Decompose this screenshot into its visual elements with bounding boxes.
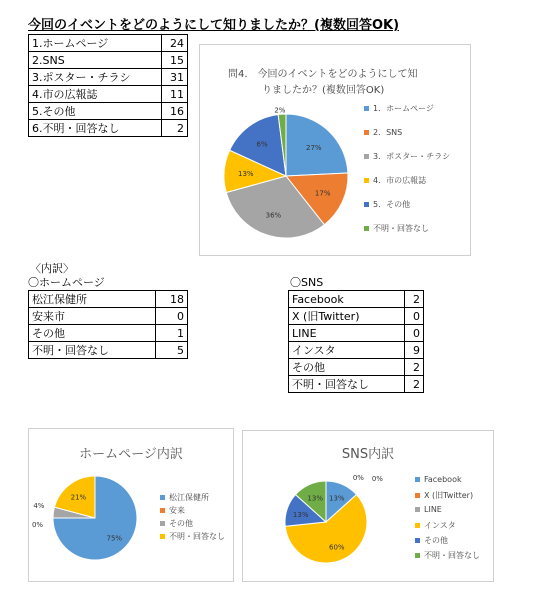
- row-value: 16: [161, 103, 187, 120]
- survey-question-title: 今回のイベントをどのようにして知りましたか？(複数回答OK): [28, 18, 400, 33]
- sns-table-row: [289, 376, 424, 393]
- legend-label: インスタ: [424, 521, 456, 530]
- row-label: 不明・回答なし: [289, 376, 405, 393]
- pie-data-label: 0%: [31, 521, 44, 529]
- sns-table-row: [289, 291, 424, 308]
- row-label: LINE: [289, 325, 405, 342]
- main-table-row: [29, 103, 188, 120]
- legend-swatch: [415, 507, 420, 512]
- pie-data-label: 2%: [274, 106, 286, 115]
- sns-breakdown-table: [288, 290, 424, 393]
- row-value: 2: [404, 359, 423, 376]
- main-pie-chart: [199, 44, 471, 256]
- hp-chart-title: ホームページ内訳: [79, 447, 183, 462]
- legend-label: 4．市の広報誌: [373, 176, 427, 185]
- row-label: X (旧Twitter): [289, 308, 405, 325]
- main-answer-table: [28, 34, 188, 137]
- legend-swatch: [415, 493, 420, 498]
- pie-data-label: 13%: [292, 510, 309, 519]
- legend-label: 1．ホームページ: [373, 104, 434, 113]
- legend-label: 不明・回答なし: [169, 532, 225, 541]
- legend-label: Facebook: [424, 475, 462, 484]
- main-table-row: [29, 120, 188, 137]
- legend-entry: [364, 223, 429, 234]
- main-pie-svg: [200, 45, 470, 255]
- hp-table-row: [29, 308, 188, 325]
- legend-swatch: [160, 495, 165, 500]
- row-value: 31: [161, 69, 187, 86]
- row-label: Facebook: [289, 291, 405, 308]
- legend-label: その他: [424, 536, 448, 545]
- pie-data-label: 21%: [70, 493, 87, 502]
- row-label: 不明・回答なし: [29, 342, 156, 359]
- hp-table-row: [29, 325, 188, 342]
- row-value: 24: [161, 35, 187, 52]
- row-label: インスタ: [289, 342, 405, 359]
- pie-data-label: 17%: [314, 189, 331, 198]
- legend-entry: [415, 505, 442, 514]
- legend-entry: [160, 518, 193, 529]
- legend-label: 2．SNS: [373, 128, 403, 137]
- row-value: 11: [161, 86, 187, 103]
- row-label: その他: [289, 359, 405, 376]
- legend-entry: [364, 127, 402, 138]
- row-label: 6.不明・回答なし: [29, 120, 162, 137]
- legend-entry: [415, 490, 473, 501]
- chart-title-line2: りましたか？(複数回答OK): [262, 85, 385, 96]
- legend-label: 安来: [169, 506, 185, 515]
- pie-data-label: 27%: [306, 143, 322, 152]
- row-value: 9: [404, 342, 423, 359]
- legend-swatch: [364, 106, 369, 111]
- sns-chart-title: SNS内訳: [341, 447, 395, 462]
- pie-data-label: 36%: [265, 211, 282, 220]
- chart-title-line1: 問4. 今回のイベントをどのようにして知: [228, 69, 418, 80]
- pie-data-label: 0%: [371, 475, 383, 484]
- legend-swatch: [364, 154, 369, 159]
- sns-section-label: 〇SNS: [290, 276, 324, 289]
- legend-swatch: [415, 477, 420, 482]
- main-table-row: [29, 52, 188, 69]
- row-value: 2: [404, 291, 423, 308]
- legend-swatch: [364, 178, 369, 183]
- row-value: 18: [156, 291, 188, 308]
- hp-table-row: [29, 291, 188, 308]
- row-label: 1.ホームページ: [29, 35, 162, 52]
- legend-swatch: [160, 508, 165, 513]
- legend-entry: [364, 151, 450, 162]
- legend-label: 5．その他: [373, 200, 411, 209]
- legend-label: 不明・回答なし: [424, 551, 480, 560]
- row-label: 5.その他: [29, 103, 162, 120]
- legend-swatch: [364, 202, 369, 207]
- sns-pie-chart: [242, 430, 494, 582]
- legend-swatch: [160, 521, 165, 526]
- pie-data-label: 0%: [352, 474, 364, 483]
- pie-data-label: 60%: [329, 543, 345, 552]
- pie-data-label: 6%: [256, 140, 268, 149]
- homepage-pie-chart: [28, 428, 234, 582]
- legend-swatch: [415, 523, 420, 528]
- legend-label: 3．ポスター・チラシ: [373, 152, 451, 161]
- hp-pie-svg: [29, 429, 233, 581]
- row-value: 0: [404, 325, 423, 342]
- row-label: 安来市: [29, 308, 156, 325]
- legend-swatch: [415, 553, 420, 558]
- legend-swatch: [364, 226, 369, 231]
- sns-table-row: [289, 342, 424, 359]
- breakdown-label: 〈内訳〉: [30, 262, 74, 275]
- row-label: 2.SNS: [29, 52, 162, 69]
- main-table-row: [29, 86, 188, 103]
- legend-label: その他: [169, 519, 193, 528]
- legend-entry: [160, 531, 225, 542]
- legend-entry: [160, 492, 209, 503]
- legend-label: X (旧Twitter): [424, 491, 474, 500]
- legend-entry: [415, 550, 480, 561]
- hp-section-label: 〇ホームページ: [28, 276, 105, 289]
- pie-data-label: 13%: [238, 169, 254, 178]
- sns-table-row: [289, 325, 424, 342]
- pie-data-label: 13%: [329, 494, 345, 503]
- pie-data-label: 4%: [33, 502, 45, 511]
- legend-entry: [160, 505, 185, 516]
- legend-entry: [415, 520, 456, 531]
- row-value: 1: [156, 325, 188, 342]
- legend-swatch: [364, 130, 369, 135]
- sns-table-row: [289, 359, 424, 376]
- hp-table-row: [29, 342, 188, 359]
- pie-data-label: 75%: [106, 534, 123, 543]
- legend-entry: [364, 103, 434, 114]
- main-table-row: [29, 69, 188, 86]
- row-value: 5: [156, 342, 188, 359]
- row-label: 松江保健所: [29, 291, 156, 308]
- legend-label: 松江保健所: [169, 493, 209, 502]
- row-value: 15: [161, 52, 187, 69]
- sns-table-row: [289, 308, 424, 325]
- row-label: 3.ポスター・チラシ: [29, 69, 162, 86]
- legend-entry: [364, 199, 410, 210]
- row-value: 2: [161, 120, 187, 137]
- pie-data-label: 13%: [307, 494, 323, 503]
- row-label: その他: [29, 325, 156, 342]
- legend-label: LINE: [424, 505, 442, 514]
- row-value: 2: [404, 376, 423, 393]
- legend-entry: [415, 535, 448, 546]
- legend-entry: [364, 175, 426, 186]
- main-table-row: [29, 35, 188, 52]
- legend-entry: [415, 475, 462, 484]
- row-label: 4.市の広報誌: [29, 86, 162, 103]
- legend-swatch: [415, 538, 420, 543]
- homepage-breakdown-table: [28, 290, 188, 359]
- legend-swatch: [160, 534, 165, 539]
- row-value: 0: [156, 308, 188, 325]
- legend-label: 不明・回答なし: [373, 224, 429, 233]
- row-value: 0: [404, 308, 423, 325]
